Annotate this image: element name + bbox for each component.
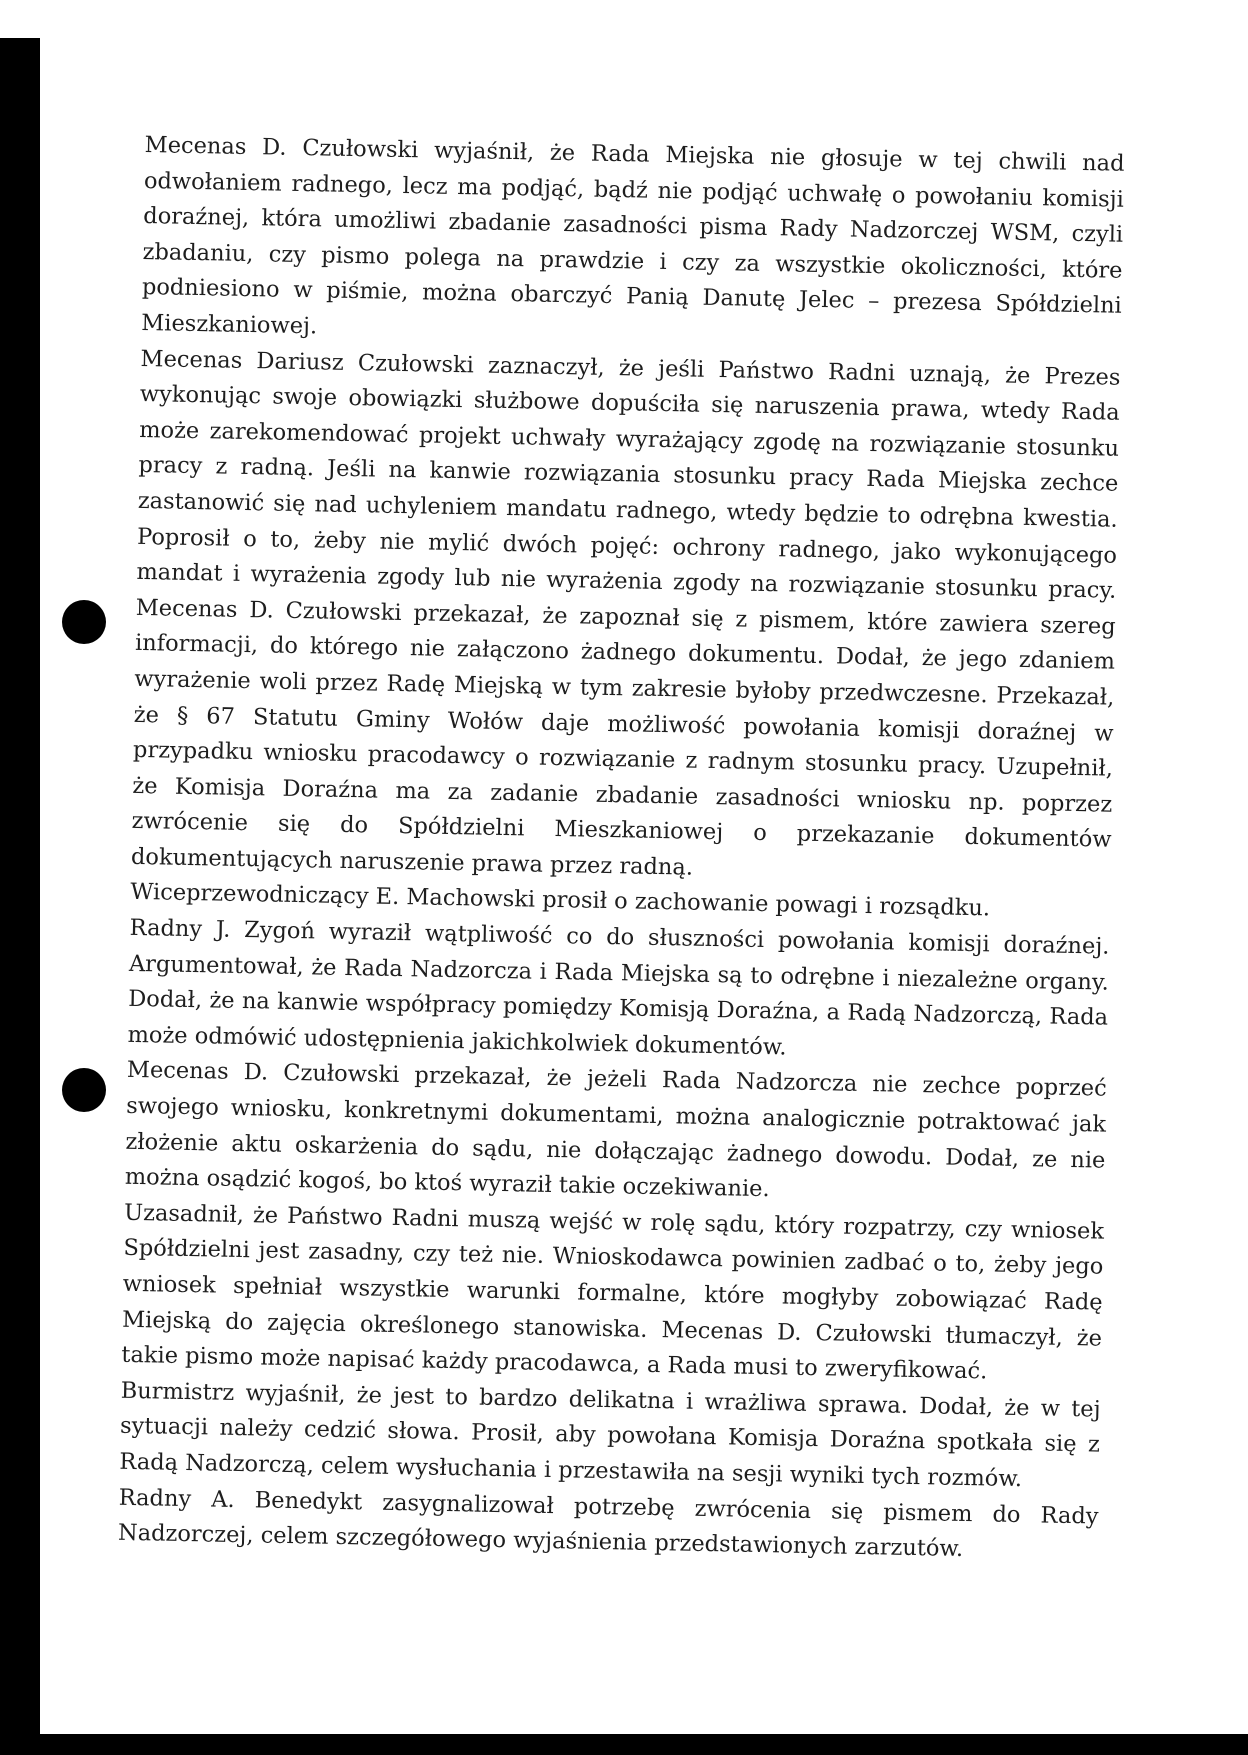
paragraph-zygon: Radny J. Zygoń wyraził wątpliwość co do słuszności powołania komisji doraźnej. Argumentował, że Rada Nadzorcza i Rada Miejska są to odrębne i niezależne organy. Dodał, że na kanwie współpracy pomiędzy Komisją Doraźna, a Radą Nadzorczą, Rada może odmówić udostępnienia jakichkolwiek dokumentów. (127, 914, 1110, 1061)
punch-hole-top (62, 600, 106, 644)
paragraph-czulowski-response: Mecenas D. Czułowski przekazał, że jeżeli Rada Nadzorcza nie zechce poprzeć swojego wniosku, konkretnymi dokumentami, można analogicznie potraktować jak złożenie aktu oskarżenia do sądu, nie dołączając żadnego dowodu. Dodał, ze nie można osądzić kogoś, bo ktoś wyraził takie oczekiwanie. (124, 1057, 1107, 1203)
scan-edge-left (0, 38, 40, 1755)
paragraph-machowski: Wiceprzewodniczący E. Machowski prosił o zachowanie powagi i rozsądku. (130, 879, 991, 922)
scan-edge-bottom (0, 1734, 1248, 1755)
paragraph-czulowski-explanation: Mecenas D. Czułowski wyjaśnił, że Rada Miejska nie głosuje w tej chwili nad odwołaniem radnego, lecz ma podjąć, bądź nie podjąć uchwałę o powołaniu komisji doraźnej, która umożliwi zbadanie zasadności pisma Rady Nadzorczej WSM, czyli zbadaniu, czy pismo polega na prawdzie i czy za wszystkie okoliczności, które podniesiono w piśmie, można obarczyć Panią Danutę Jelec – prezesa Spółdzielni Mieszkaniowej. (141, 131, 1125, 340)
punch-hole-bottom (62, 1068, 106, 1112)
paragraph-burmistrz: Burmistrz wyjaśnił, że jest to bardzo delikatna i wrażliwa sprawa. Dodał, że w tej sytuacji należy cedzić słowa. Prosił, aby powołana Komisja Doraźna spotkała się z Radą Nadzorczą, celem wysłuchania i przestawiła na sesji wyniki tych rozmów. (119, 1377, 1101, 1493)
paragraph-benedykt: Radny A. Benedykt zasygnalizował potrzebę zwrócenia się pismem do Rady Nadzorczej, celem szczegółowego wyjaśnienia przedstawionych zarzutów. (117, 1484, 1099, 1563)
paragraph-czulowski-remark: Mecenas Dariusz Czułowski zaznaczył, że jeśli Państwo Radni uznają, że Prezes wykonując swoje obowiązki służbowe dopuściła się naruszenia prawa, wtedy Rada może zarekomendować projekt uchwały wyrażający zgodę na rozwiązanie stosunku pracy z radną. Jeśli na kanwie rozwiązania stosunku pracy Rada Miejska zechce zastanowić się nad uchyleniem mandatu radnego, wtedy będzie to odrębna kwestia. Poprosił o to, żeby nie mylić dwóch pojęć: ochrony radnego, jako wykonującego mandat i wyrażenia zgody lub nie wyrażenia zgody na rozwiązanie stosunku pracy. Mecenas D. Czułowski przekazał, że zapoznał się z pismem, które zawiera szereg informacji, do którego nie załączono żadnego dokumentu. Dodał, że jego zdaniem wyrażenie woli przez Radę Miejską w tym zakresie byłoby przedwczesne. Przekazał, że § 67 Statutu Gminy Wołów daje możliwość powołania komisji doraźnej w przypadku wniosku pracodawcy o rozwiązanie z radnym stosunku pracy. Uzupełnił, że Komisja Doraźna ma za zadanie zbadanie zasadności wniosku np. poprzez zwrócenie się do Spółdzielni Mieszkaniowej o przekazanie dokumentów dokumentujących naruszenie prawa przez radną. (130, 345, 1121, 881)
paragraph-justification: Uzasadnił, że Państwo Radni muszą wejść w rolę sądu, który rozpatrzy, czy wniosek Spółdzielni jest zasadny, czy też nie. Wnioskodawca powinien zadbać o to, żeby jego wniosek spełniał wszystkie warunki formalne, które mogłyby zobowiązać Radę Miejską do zajęcia określonego stanowiska. Mecenas D. Czułowski tłumaczył, że takie pismo może napisać każdy pracodawca, a Rada musi to zweryfikować. (121, 1199, 1105, 1385)
document-body (117, 128, 1125, 1597)
